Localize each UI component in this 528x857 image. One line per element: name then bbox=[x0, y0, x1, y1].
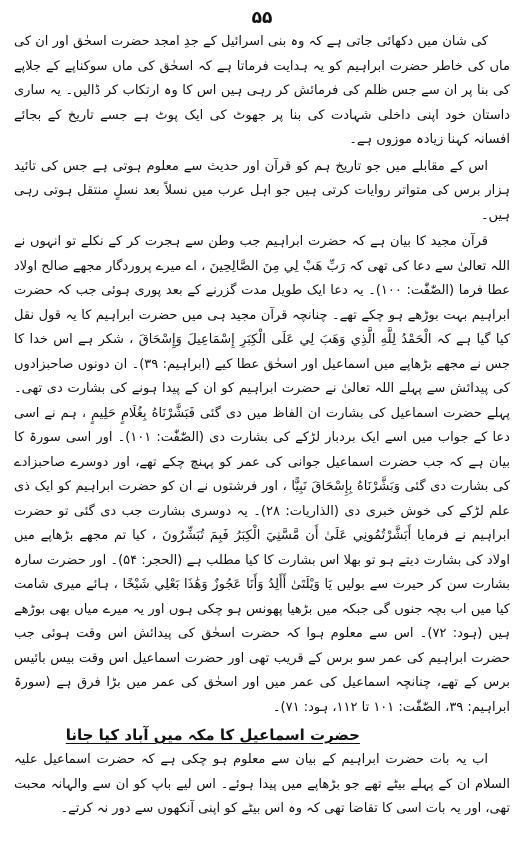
closing-text bbox=[14, 748, 510, 822]
paragraph: کی شان میں دکھائی جاتی ہے کہ وہ بنی اسرائیل کے جدِ امجد حضرت اسحٰق اور ان کی ماں کی خاطر حضرت ابراہیم کو یہ ہدایت فرماتا ہے کہ اسحٰق کی ماں سوکناپے کے جلاپے کی بنا پر ان سے جس ظلم کی فرمائش کر رہی ہیں اس کا وہ ارتکاب کر ڈالیں۔ یہ ساری داستان خود اپنی داخلی شہادت کی بنا پر جھوٹ کی ایک پوٹ ہے جسے تاریخ کے بجائے افسانہ کہنا زیادہ موزوں ہے۔ bbox=[14, 34, 510, 147]
page-number: ۵۵ bbox=[251, 8, 273, 28]
paragraph: اب یہ بات حضرت ابراہیم کے بیان سے معلوم ہو چکی ہے کہ حضرت اسماعیل علیہ السلام ان کے پہلے بیٹے تھے جو بڑھاپے میں پیدا ہوئے۔ اس لیے باپ کو ان سے والہانہ محبت تھی، اور یہ بات اسی کا تقاضا تھی کہ وہ اس بیٹے کو اپنی آنکھوں سے دور نہ کرتے۔ bbox=[14, 752, 510, 816]
section-heading: حضرت اسماعیل کا مکہ میں آباد کیا جانا bbox=[65, 726, 360, 744]
body-text bbox=[14, 30, 510, 720]
paragraph: اس کے مقابلے میں جو تاریخ ہم کو قرآن اور حدیث سے معلوم ہوتی ہے جس کی تائید ہزار برس کی متواتر روایات کرتی ہیں جو اہل عرب میں نسلاً بعد نسلٍ منتقل ہوتی رہی ہیں۔ bbox=[14, 158, 510, 223]
paragraph: قرآن مجید کا بیان ہے کہ حضرت ابراہیم جب وطن سے ہجرت کر کے نکلے تو انہوں نے اللہ تعالیٰ سے دعا کی تھی کہ رَبِّ هَبْ لِي مِنَ الصَّالِحِينَ ، اے میرے پروردگار مجھے صالح اولاد عطا فرما (الصّٰفّٰت: ۱۰۰)۔ یہ دعا ایک طویل مدت گزرنے کے بعد پوری ہوئی جب کہ حضرت ابراہیم بہت بوڑھے ہو چکے تھے۔ چنانچہ قرآن مجید ہی میں حضرت ابراہیم کا یہ قول نقل کیا گیا ہے کہ الْحَمْدُ لِلَّهِ الَّذِي وَهَبَ لِي عَلَى الْكِبَرِ إِسْمَاعِيلَ وَإِسْحَاقَ ، شکر ہے اس خدا کا جس نے مجھے بڑھاپے میں اسماعیل اور اسحٰق عطا کیے (ابراہیم: ۳۹)۔ ان دونوں صاحبزادوں کی پیدائش سے پہلے اللہ تعالیٰ نے حضرت ابراہیم کو ان کے پیدا ہونے کی بشارت دی تھی۔ پہلے حضرت اسماعیل کی بشارت ان الفاظ میں دی گئی فَبَشَّرْنَاهُ بِغُلَامٍ حَلِيمٍ ، ہم نے اسی دعا کے جواب میں اسے ایک بردبار لڑکے کی بشارت دی (الصّٰفّٰت: ۱۰۱)۔ اور اسی سورۃ کا بیان ہے کہ جب حضرت اسماعیل جوانی کی عمر کو پہنچ چکے تھے، اور دوسرے صاحبزادے کی بشارت دی گئی وَبَشَّرْنَاهُ بِإِسْحَاقَ نَبِيًّا ، اور فرشتوں نے ان کو حضرت ابراہیم کو ایک ذی علم لڑکے کی خوش خبری دی (الذاریات: ۲۸)۔ یہ دوسری بشارت جب دی گئی تو حضرت ابراہیم نے فرمایا أَبَشَّرْتُمُونِي عَلَىٰ أَن مَّسَّنِيَ الْكِبَرُ فَبِمَ تُبَشِّرُونَ ، کیا تم مجھے بڑھاپے میں اولاد کی بشارت دیتے ہو تو بھلا اس بشارت کا کیا مطلب ہے (الحجر: ۵۴)۔ اور حضرت سارہ بشارت سن کر حیرت سے بولیں یَا وَيْلَتَىٰ أَأَلِدُ وَأَنَا عَجُوزٌ وَهَٰذَا بَعْلِي شَيْخًا ، ہائے میری شامت کیا میں اب بچہ جنوں گی جبکہ میں بڑھیا پھونس ہو چکی ہوں اور یہ میرے میاں بھی بوڑھے ہیں (ہود: ۷۲)۔ اس سے معلوم ہوا کہ حضرت اسحٰق کی پیدائش اس وقت ہوئی جب حضرت ابراہیم کی عمر سو برس کے قریب تھی اور حضرت اسماعیل اس وقت بیس بائیس برس کے تھے، چنانچہ اسماعیل کی عمر میں اور اسحٰق کی عمر میں بڑا فرق ہے (سورۃ ابراہیم: ۳۹، الصّٰفّٰت: ۱۰۱ تا ۱۱۲، ہود: ۷۱)۔ bbox=[14, 234, 510, 715]
